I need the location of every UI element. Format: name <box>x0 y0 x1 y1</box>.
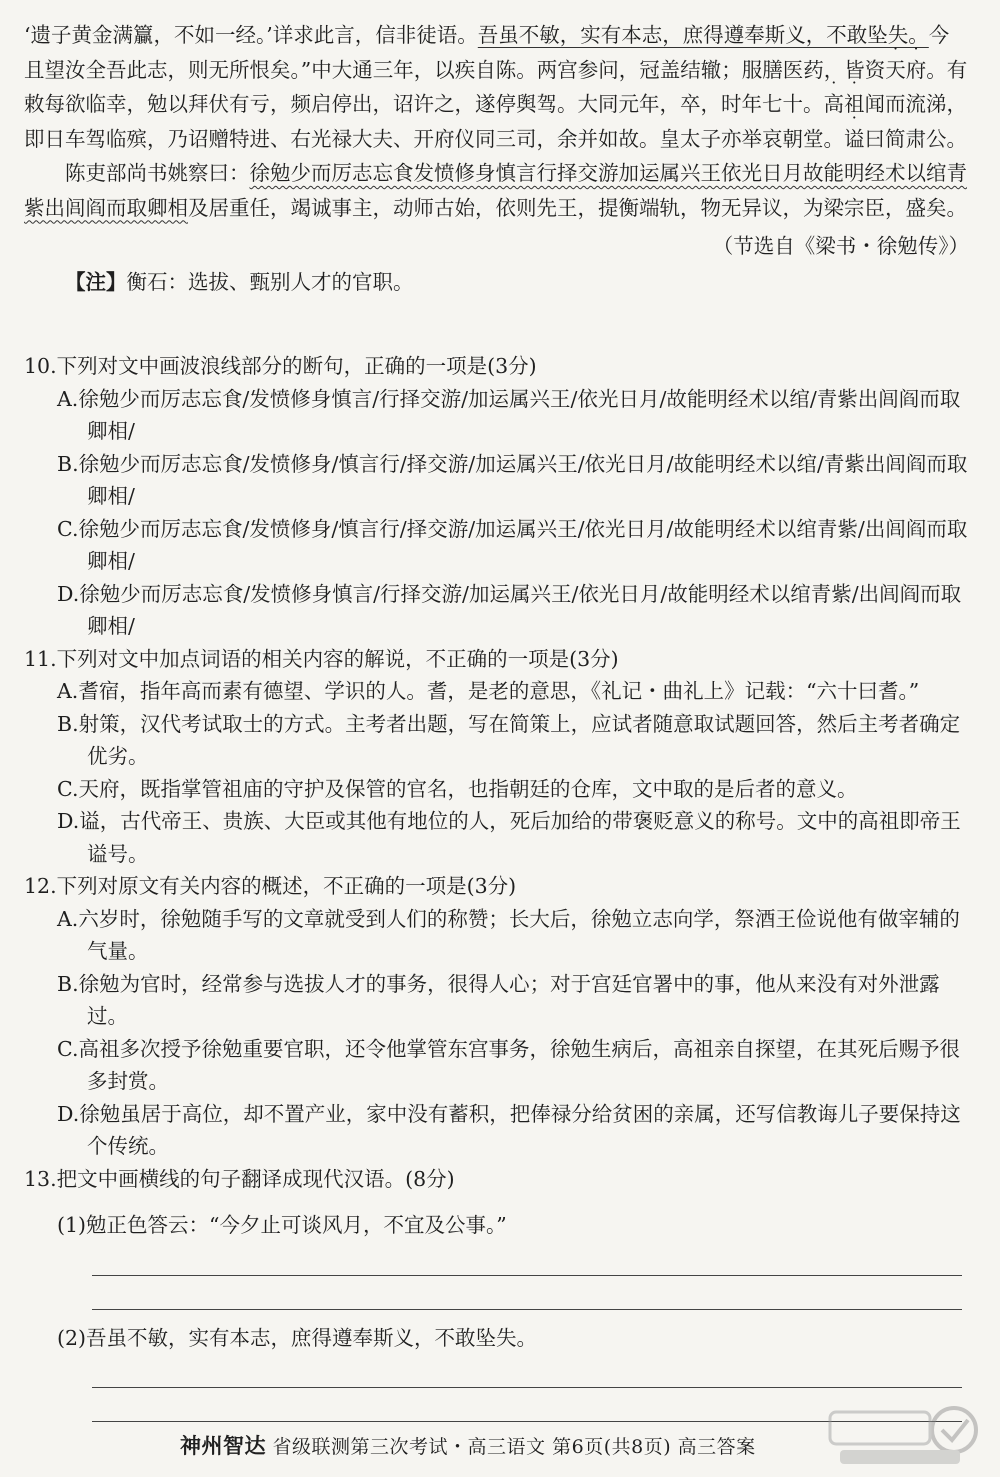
page-footer <box>180 1430 756 1460</box>
option-c: C.徐勉少而厉志忘食/发愤修身/慎言行/择交游/加运属兴王/依光日月/故能明经术以绾青紫/出闾阎而取卿相/ <box>57 516 968 573</box>
watermark-logo-icon <box>822 1400 982 1470</box>
dotted-char: 祖 <box>844 92 865 116</box>
answer-line[interactable] <box>92 1242 962 1276</box>
passage-text: 曰简肃公。 <box>864 126 967 151</box>
question-11 <box>24 643 969 871</box>
option-c: C.高祖多次授予徐勉重要官职，还令他掌管东宫事务，徐勉生病后，高祖亲自探望，在其死后赐予很多封赏。 <box>57 1036 960 1093</box>
question-10 <box>24 350 969 643</box>
passage-text: 闻而流涕，即日车驾临殡，乃诏赠特进、右光禄大夫、开府仪同三司，余并如故。皇太子亦举哀朝堂。 <box>24 92 967 151</box>
option-d: D.谥，古代帝王、贵族、大臣或其他有地位的人，死后加给的带褒贬意义的称号。文中的高祖即帝王谥号。 <box>57 809 961 866</box>
wavy-underlined-text: 徐勉少而厉志忘食发愤修身慎言行择交游加运属兴王依光日月故能明经术以绾青紫出闾阎而取卿相 <box>24 161 967 220</box>
option-d: D.徐勉少而厉志忘食/发愤修身慎言/行择交游/加运属兴王/依光日月/故能明经术以绾青紫/出闾阎而取卿相/ <box>57 581 962 638</box>
footer-page-number: 第6页(共8页) <box>552 1436 672 1458</box>
question-13 <box>24 1163 969 1423</box>
option-a: A.六岁时，徐勉随手写的文章就受到人们的称赞；长大后，徐勉立志向学，祭酒王俭说他有做宰辅的气量。 <box>57 906 960 963</box>
dotted-char: 谥 <box>844 126 865 151</box>
option-a: A.徐勉少而厉志忘食/发愤修身慎言/行择交游/加运属兴王/依光日月/故能明经术以绾/青紫出闾阎而取卿相/ <box>57 386 961 443</box>
question-stem: 11.下列对文中加点词语的相关内容的解说，不正确的一项是(3分) <box>24 646 619 671</box>
option-b: B.徐勉少而厉志忘食/发愤修身/慎言行/择交游/加运属兴王/依光日月/故能明经术以绾/青紫出闾阎而取卿相/ <box>57 451 968 508</box>
dotted-char: 天 <box>885 57 906 82</box>
passage-text: 及居重任，竭诚事主，动师古始，依则先王，提衡端轨，物无异议，为梁宗臣，盛矣。 <box>188 195 967 220</box>
passage-text: ‘遗子黄金满籯，不如一经。’详求此言，信非徒语。 <box>24 23 478 47</box>
passage-paragraph-1 <box>24 18 969 156</box>
option-b: B.射策，汉代考试取士的方式。主考者出题，写在简策上，应试者随意取试题回答，然后主考者确定优劣。 <box>57 711 961 768</box>
note-tag: 【注】 <box>65 269 127 294</box>
translation-sentence-2: (2)吾虽不敏，实有本志，庶得遵奉斯义，不敢坠失。 <box>57 1325 538 1350</box>
note-text: 衡石：选拔、甄别人才的官职。 <box>126 269 414 294</box>
passage-note <box>24 265 969 300</box>
footer-tail-text: 高三答案 <box>677 1436 756 1458</box>
passage-text: 今且望汝全吾此志，则无所恨矣。”中大通三年，以疾自陈。两宫参问，冠盖结辙；服膳医药，皆资 <box>24 23 950 82</box>
passage-source: （节选自《梁书・徐勉传》） <box>712 234 969 258</box>
dotted-char: 高 <box>823 92 844 116</box>
underlined-sentence: 吾虽不敏，实有本志，庶得遵奉斯义，不敢坠失。 <box>477 23 929 47</box>
passage-text: 陈吏部尚书姚察曰： <box>65 161 250 185</box>
passage-paragraph-2 <box>24 156 969 225</box>
translation-sentence-1: (1)勉正色答云：“今夕止可谈风月，不宜及公事。” <box>57 1213 507 1237</box>
option-c: C.天府，既指掌管祖庙的守护及保管的官名，也指朝廷的仓库，文中取的是后者的意义。 <box>57 776 858 801</box>
reading-passage <box>24 18 969 299</box>
footer-exam-title: 省级联测第三次考试・高三语文 <box>272 1436 546 1458</box>
question-stem: 12.下列对原文有关内容的概述，不正确的一项是(3分) <box>24 874 517 898</box>
option-b: B.徐勉为官时，经常参与选拔人才的事务，很得人心；对于宫廷官署中的事，他从来没有对外泄露过。 <box>57 971 940 1028</box>
question-12 <box>24 870 969 1163</box>
footer-brand: 神州智达 <box>180 1433 266 1458</box>
answer-line[interactable] <box>92 1276 962 1310</box>
answer-line[interactable] <box>92 1354 962 1388</box>
option-d: D.徐勉虽居于高位，却不置产业，家中没有蓄积，把俸禄分给贫困的亲属，还写信教诲儿子要保持这个传统。 <box>57 1101 961 1158</box>
question-list <box>24 350 969 1422</box>
question-stem: 13.把文中画横线的句子翻译成现代汉语。(8分) <box>24 1166 455 1191</box>
option-a: A.耆宿，指年高而素有德望、学识的人。耆，是老的意思，《礼记・曲礼上》记载：“六十曰耆。” <box>57 679 920 703</box>
question-stem: 10.下列对文中画波浪线部分的断句，正确的一项是(3分) <box>24 354 537 378</box>
passage-text: 。有敕每欲临幸，勉以拜伏有亏，频启停出，诏许之，遂停舆驾。大同元年，卒，时年七十。 <box>24 57 968 116</box>
dotted-char: 府 <box>905 57 927 82</box>
